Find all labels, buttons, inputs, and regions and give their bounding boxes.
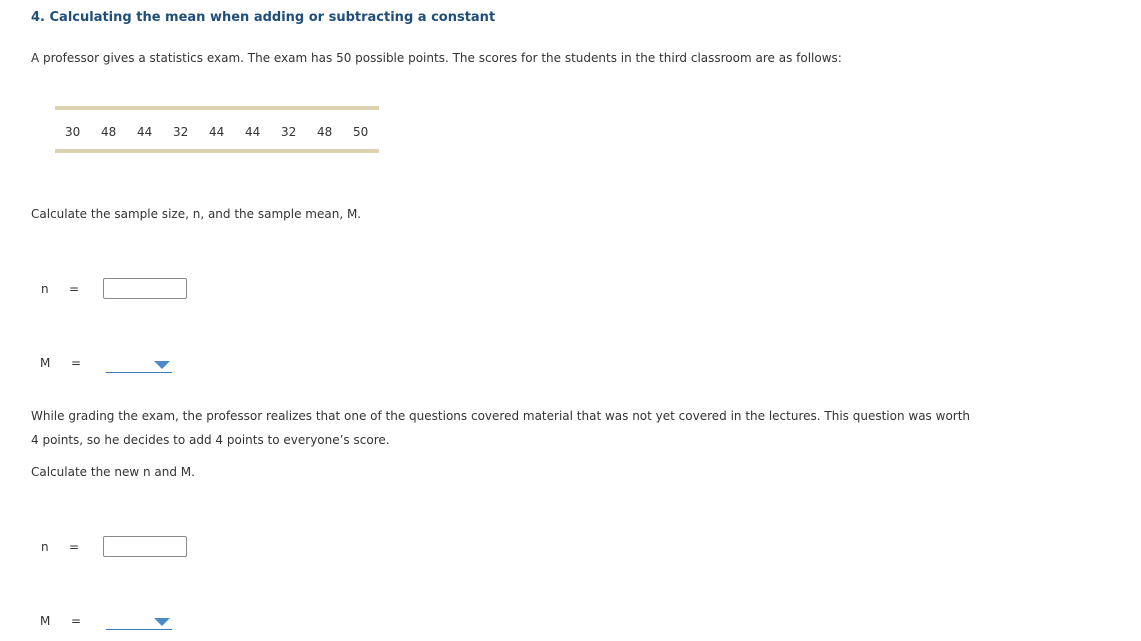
intro-text: A professor gives a statistics exam. The exam has 50 possible points. The scores for the students in the third classroom are as follows: (31, 51, 842, 65)
m-label-2: M (40, 614, 51, 628)
n-input-1[interactable] (103, 278, 187, 299)
score-value: 32 (281, 125, 297, 139)
question-title: 4. Calculating the mean when adding or subtracting a constant (31, 10, 496, 25)
m-label-1: M (40, 356, 51, 370)
score-value: 30 (65, 125, 81, 139)
score-value: 44 (245, 125, 261, 139)
n-label-2: n (41, 540, 49, 554)
equals-sign: = (71, 614, 82, 628)
score-value: 50 (353, 125, 369, 139)
equals-sign: = (71, 356, 82, 370)
m-dropdown-1[interactable] (106, 358, 172, 373)
equals-sign: = (69, 282, 80, 296)
score-value: 32 (173, 125, 189, 139)
adjustment-paragraph: While grading the exam, the professor realizes that one of the questions covered material that was not yet covered in the lectures. This question was worth 4 points, so he decides to add 4 points to everyone’s score. (31, 409, 971, 447)
question-2-prompt: Calculate the new n and M. (31, 465, 195, 479)
question-1-prompt: Calculate the sample size, n, and the sample mean, M. (31, 207, 362, 221)
score-value: 48 (317, 125, 333, 139)
score-value: 48 (101, 125, 117, 139)
chevron-down-icon[interactable] (154, 361, 170, 369)
equals-sign: = (69, 540, 80, 554)
score-value: 44 (137, 125, 153, 139)
m-dropdown-2[interactable] (106, 615, 172, 630)
chevron-down-icon[interactable] (154, 618, 170, 626)
n-label-1: n (41, 282, 49, 296)
score-value: 44 (209, 125, 225, 139)
score-table (55, 106, 379, 153)
n-input-2[interactable] (103, 536, 187, 557)
